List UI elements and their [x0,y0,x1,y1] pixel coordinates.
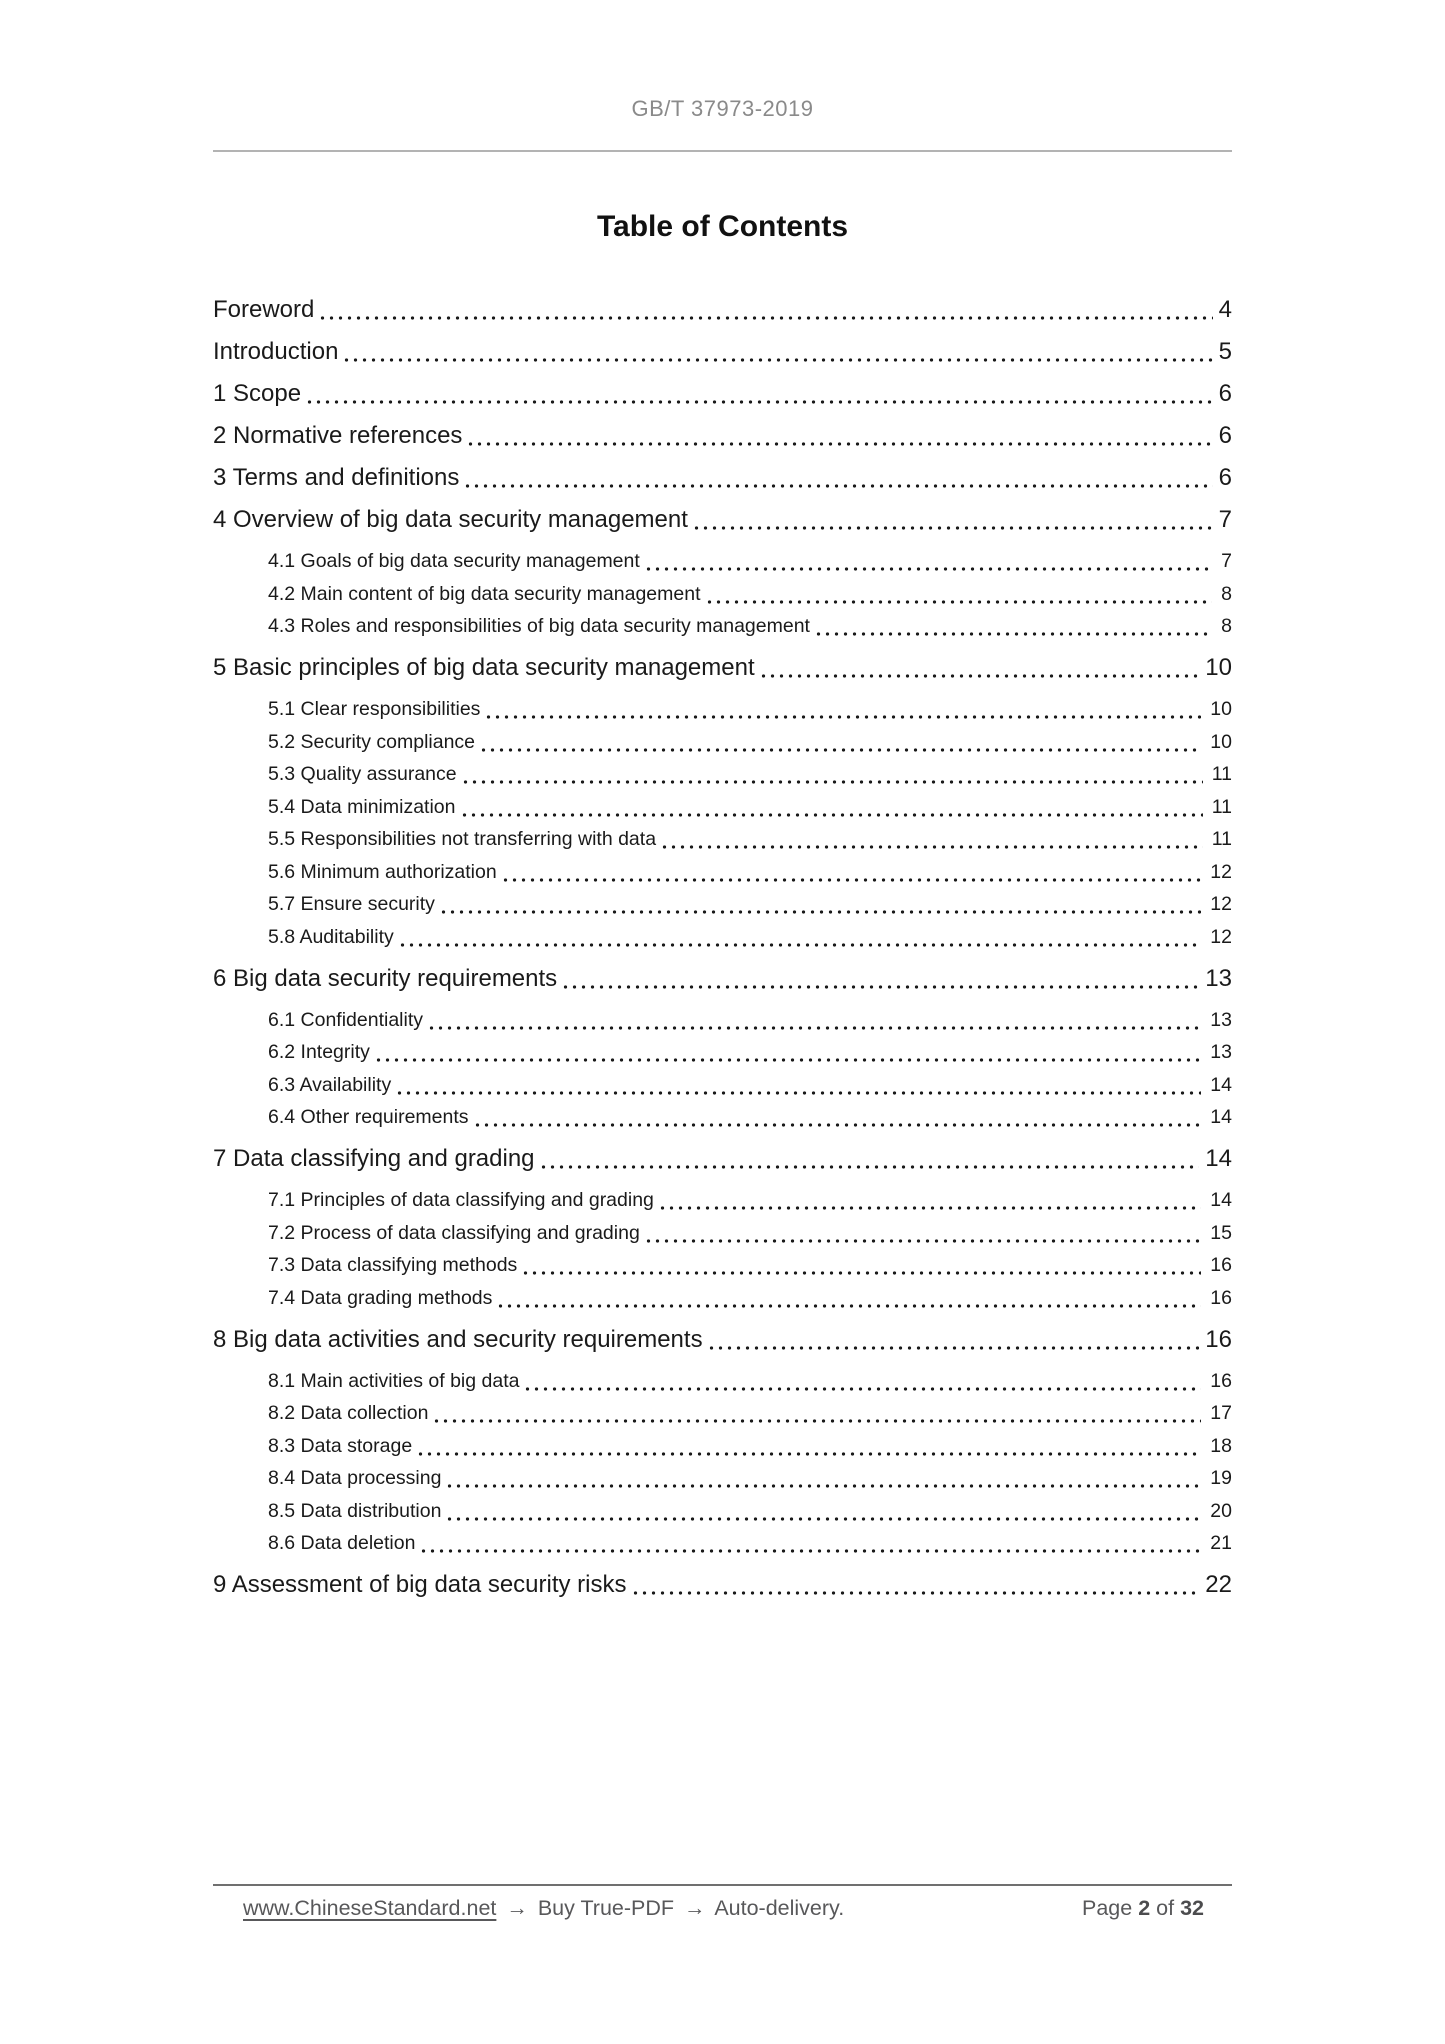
dot-leader [659,826,1203,849]
toc-entry[interactable] [213,1571,1232,1599]
toc-entry-page: 12 [1210,893,1232,915]
toc-entry-page: 11 [1211,828,1232,850]
toc-entry[interactable] [268,581,1232,608]
toc-entry-label: 5.8 Auditability [268,925,394,948]
toc-entry-page: 16 [1210,1286,1232,1309]
toc-entry-page: 10 [1205,654,1232,681]
dot-leader [630,1571,1200,1595]
toc-entry-page: 16 [1210,1254,1232,1276]
toc-entry[interactable] [268,761,1232,788]
toc-entry[interactable] [268,826,1232,853]
toc-entry-page: 4 [1218,296,1232,323]
toc-entry[interactable] [268,1252,1232,1279]
toc-entry-page: 5 [1218,338,1232,365]
dot-leader [520,1252,1201,1275]
page-title: Table of Contents [596,210,849,243]
toc-entry-label: 4.1 Goals of big data security management [268,550,640,572]
toc-entry-label: 7.3 Data classifying methods [268,1254,518,1276]
dot-leader [460,761,1203,784]
toc-entry-label: 9 Assessment of big data security risks [213,1571,627,1598]
toc-entry[interactable] [268,859,1232,886]
toc-entry-label: 5 Basic principles of big data security management [213,654,755,681]
toc-entry[interactable] [268,1220,1232,1247]
toc-entry-label: 2 Normative references [213,422,463,449]
toc-entry[interactable] [268,1530,1232,1557]
toc-entry-label: 4.2 Main content of big data security management [268,582,701,605]
dot-leader [465,422,1212,446]
dot-leader [394,1072,1201,1095]
footer-row [213,1886,1232,1921]
toc-entry-page: 6 [1218,464,1232,491]
toc-entry-page: 13 [1210,1008,1232,1031]
toc-entry-label: 7.2 Process of data classifying and grading [268,1221,640,1244]
toc-entry-page: 14 [1210,1106,1232,1128]
toc-entry[interactable] [213,464,1232,492]
toc-entry[interactable] [268,1285,1232,1312]
dot-leader [560,965,1199,989]
toc-entry-page: 12 [1210,925,1232,948]
toc-entry-label: Introduction [213,338,339,365]
toc-entry-page: 11 [1211,795,1232,818]
dot-leader [643,548,1212,571]
toc-entry-page: 16 [1210,1369,1232,1392]
dot-leader [522,1368,1201,1391]
dot-leader [500,859,1202,882]
page-word: Page [1082,1896,1133,1920]
toc-entry-page: 14 [1205,1145,1232,1172]
dot-leader [444,1465,1201,1488]
toc-entry-label: 8 Big data activities and security requirements [213,1325,703,1353]
toc-entry[interactable] [213,338,1232,366]
toc-entry[interactable] [268,548,1232,575]
toc-entry[interactable] [268,1039,1232,1066]
toc-entry-label: 5.2 Security compliance [268,730,476,753]
toc-entry-label: 8.6 Data deletion [268,1532,416,1554]
toc-entry-page: 13 [1210,1041,1232,1063]
toc-entry-label: 4.3 Roles and responsibilities of big data security management [268,615,810,637]
header-divider [213,150,1232,152]
dot-leader [317,296,1212,320]
toc-entry-label: 3 Terms and definitions [213,464,460,491]
page-header [213,96,1232,152]
toc-entry-label: 7 Data classifying and grading [213,1145,535,1172]
toc-entry-label: 8.4 Data processing [268,1467,442,1489]
toc-entry-page: 21 [1210,1532,1232,1554]
toc-entry[interactable] [268,1400,1232,1427]
toc-entry[interactable] [213,506,1232,534]
toc-entry-label: 7.1 Principles of data classifying and grading [268,1189,654,1211]
site-link[interactable]: www.ChineseStandard.net [243,1896,497,1920]
toc-entry[interactable] [213,654,1232,682]
toc-entry[interactable] [213,1145,1232,1173]
dot-leader [813,613,1212,636]
toc-entry-label: 6.2 Integrity [268,1041,370,1063]
toc-entry-label: 5.6 Minimum authorization [268,860,497,883]
toc-entry-label: 6 Big data security requirements [213,964,558,992]
toc-entry-label: 6.1 Confidentiality [268,1008,424,1031]
toc-entry-label: 5.3 Quality assurance [268,763,457,785]
toc-entry-page: 10 [1210,730,1232,753]
dot-leader [657,1187,1201,1210]
arrow-right-icon: → [506,1896,528,1920]
arrow-right-icon: → [684,1896,706,1920]
toc-entry[interactable] [213,380,1232,408]
toc-entry-page: 18 [1210,1434,1232,1457]
dot-leader [438,891,1201,914]
toc-entry[interactable] [268,1433,1232,1460]
current-page-number: 2 [1138,1896,1151,1920]
toc-entry-label: 4 Overview of big data security management [213,506,688,533]
toc-entry[interactable] [268,794,1232,821]
toc-entry[interactable] [268,924,1232,951]
page-footer [213,1884,1232,1921]
toc-entry-page: 6 [1218,380,1232,407]
toc-entry-label: 8.5 Data distribution [268,1499,442,1522]
dot-leader [444,1498,1201,1521]
dot-leader [495,1285,1201,1308]
page-indicator [1082,1895,1204,1921]
dot-leader [483,696,1201,719]
toc-entry[interactable] [268,1465,1232,1492]
toc-entry-page: 8 [1221,615,1232,637]
toc-entry-page: 11 [1211,763,1232,785]
toc-entry-label: 8.2 Data collection [268,1402,429,1424]
toc-entry[interactable] [268,1368,1232,1395]
toc-entry[interactable] [268,729,1232,756]
toc-entry-label: 5.1 Clear responsibilities [268,698,481,720]
toc-entry-label: 8.1 Main activities of big data [268,1369,520,1392]
toc-entry-page: 15 [1210,1221,1232,1244]
footer-promo [243,1895,844,1921]
toc-entry-page: 8 [1221,582,1232,605]
toc-entry-label: 5.7 Ensure security [268,893,435,915]
dot-leader [418,1530,1201,1553]
dot-leader [373,1039,1201,1062]
toc-entry-page: 7 [1218,506,1232,533]
auto-delivery-text: Auto-delivery. [714,1896,845,1920]
toc-entry[interactable] [213,422,1232,450]
toc-entry-label: 6.3 Availability [268,1073,392,1096]
total-page-number: 32 [1180,1896,1204,1920]
dot-leader [431,1400,1201,1423]
dot-leader [706,1326,1200,1350]
standard-code: GB/T 37973-2019 [631,96,814,121]
toc-entry-label: 6.4 Other requirements [268,1106,469,1128]
toc-entry[interactable] [268,1187,1232,1214]
toc-entry[interactable] [268,1072,1232,1099]
toc-entry[interactable] [268,613,1232,640]
toc-entry-page: 6 [1218,422,1232,449]
toc-entry-page: 22 [1205,1571,1232,1598]
toc-entry-label: 7.4 Data grading methods [268,1286,493,1309]
toc-entry[interactable] [213,1326,1232,1354]
buy-pdf-text: Buy True-PDF [537,1896,675,1920]
dot-leader [462,464,1212,488]
dot-leader [459,794,1203,817]
dot-leader [426,1007,1201,1030]
of-word: of [1156,1896,1175,1920]
dot-leader [538,1145,1200,1169]
toc-entry-page: 14 [1210,1189,1232,1211]
toc-entry-page: 14 [1210,1073,1232,1096]
dot-leader [758,654,1200,678]
toc-entry[interactable] [268,891,1232,918]
toc-entry-label: 5.4 Data minimization [268,795,456,818]
toc-entry[interactable] [268,696,1232,723]
toc-entry[interactable] [213,296,1232,324]
dot-leader [472,1104,1202,1127]
dot-leader [704,581,1213,604]
toc-entry-label: 8.3 Data storage [268,1434,413,1457]
toc-entry-page: 13 [1205,964,1232,992]
toc-entry[interactable] [213,965,1232,993]
toc-entry-page: 7 [1221,550,1232,572]
toc-entry-label: 1 Scope [213,380,302,407]
toc-entry-page: 16 [1205,1325,1232,1353]
toc-entry-page: 17 [1210,1402,1232,1424]
toc-entry[interactable] [268,1498,1232,1525]
toc-entry-page: 19 [1210,1467,1232,1489]
dot-leader [304,380,1213,404]
toc-entry-page: 12 [1210,860,1232,883]
toc-entry-label: 5.5 Responsibilities not transferring with data [268,828,657,850]
toc-entry-page: 10 [1210,698,1232,720]
toc-entry[interactable] [268,1104,1232,1131]
toc-entry-page: 20 [1210,1499,1232,1522]
dot-leader [643,1220,1201,1243]
toc-entry-label: Foreword [213,296,315,323]
dot-leader [478,729,1201,752]
dot-leader [691,506,1213,530]
dot-leader [397,924,1202,947]
dot-leader [415,1433,1201,1456]
toc-entry[interactable] [268,1007,1232,1034]
dot-leader [341,338,1212,362]
table-of-contents [213,296,1232,1599]
